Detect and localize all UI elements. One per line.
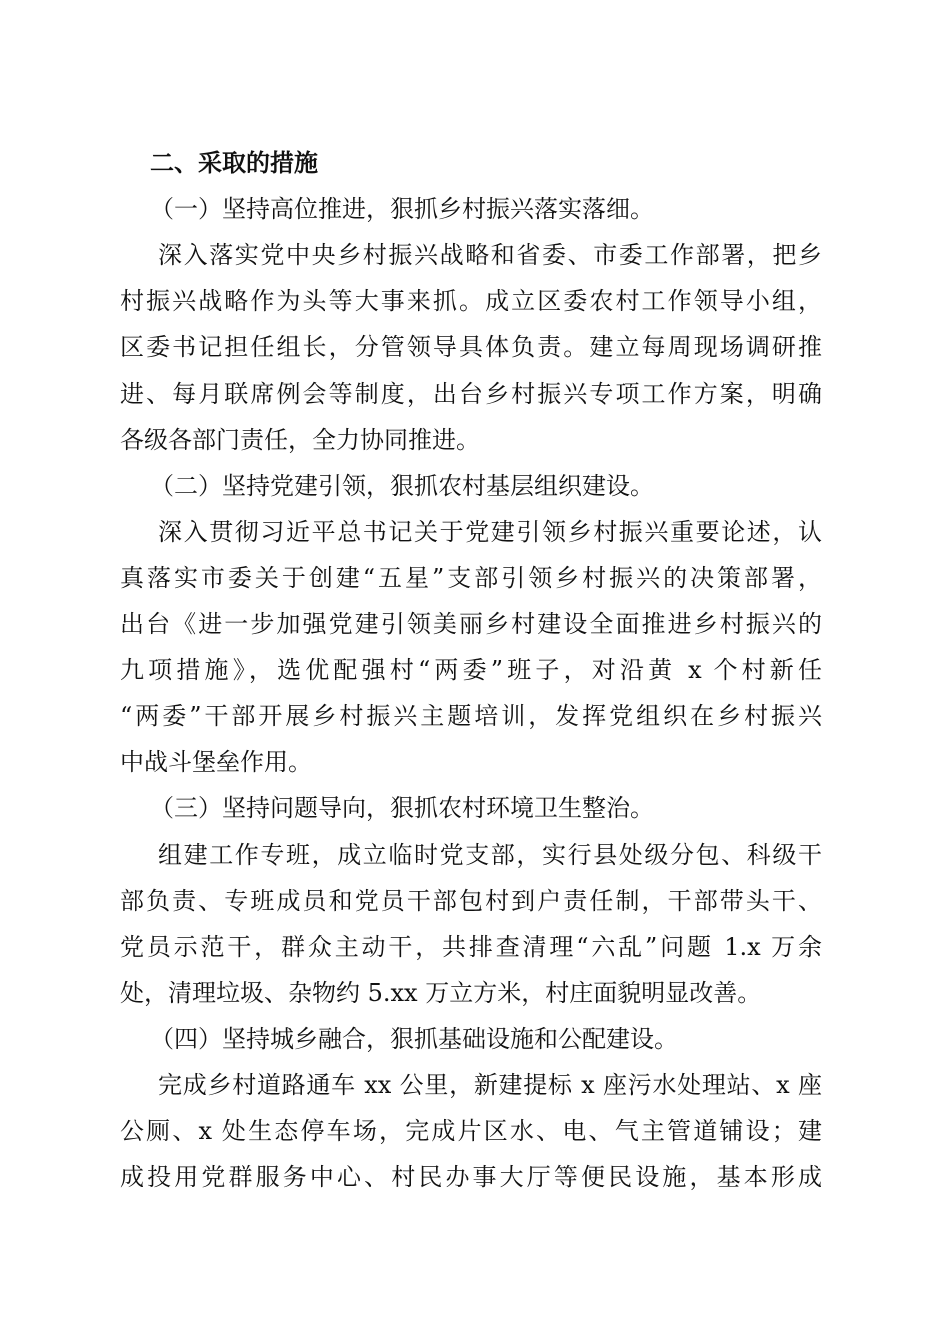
paragraph-line: 深入落实党中央乡村振兴战略和省委、市委工作部署，把乡 <box>158 241 822 270</box>
paragraph-line: 各级各部门责任，全力协同推进。 <box>120 425 480 454</box>
subsection-title: （三）坚持问题导向，狠抓农村环境卫生整治。 <box>150 794 654 823</box>
section-heading: 二、采取的措施 <box>150 149 318 177</box>
paragraph-line: 成投用党群服务中心、村民办事大厅等便民设施，基本形成 <box>120 1163 822 1192</box>
paragraph-line: 区委书记担任组长，分管领导具体负责。建立每周现场调研推 <box>120 333 822 362</box>
paragraph-line: 部负责、专班成员和党员干部包村到户责任制，干部带头干、 <box>120 886 822 915</box>
subsection-title: （一）坚持高位推进，狠抓乡村振兴落实落细。 <box>150 195 654 224</box>
paragraph-line: 深入贯彻习近平总书记关于党建引领乡村振兴重要论述，认 <box>158 517 822 546</box>
paragraph-line: 处，清理垃圾、杂物约 5.xx 万立方米，村庄面貌明显改善。 <box>120 978 762 1007</box>
paragraph-line: 公厕、x 处生态停车场，完成片区水、电、气主管道铺设；建 <box>120 1117 822 1146</box>
paragraph-line: 村振兴战略作为头等大事来抓。成立区委农村工作领导小组， <box>120 287 822 316</box>
subsection-title: （四）坚持城乡融合，狠抓基础设施和公配建设。 <box>150 1024 678 1053</box>
paragraph-line: 出台《进一步加强党建引领美丽乡村建设全面推进乡村振兴的 <box>120 610 822 638</box>
subsection-title: （二）坚持党建引领，狠抓农村基层组织建设。 <box>150 471 654 500</box>
paragraph-line: 组建工作专班，成立临时党支部，实行县处级分包、科级干 <box>158 840 822 869</box>
paragraph-line: 中战斗堡垒作用。 <box>120 748 312 777</box>
paragraph-line: 完成乡村道路通车 xx 公里，新建提标 x 座污水处理站、x 座 <box>158 1071 822 1099</box>
paragraph-line: 进、每月联席例会等制度，出台乡村振兴专项工作方案，明确 <box>120 379 822 408</box>
paragraph-line: 九项措施》，选优配强村“两委”班子，对沿黄 x 个村新任 <box>120 656 822 685</box>
paragraph-line: 真落实市委关于创建“五星”支部引领乡村振兴的决策部署， <box>120 563 822 592</box>
paragraph-line: “两委”干部开展乡村振兴主题培训，发挥党组织在乡村振兴 <box>120 702 822 731</box>
paragraph-line: 党员示范干，群众主动干，共排查清理“六乱”问题 1.x 万余 <box>120 932 822 961</box>
